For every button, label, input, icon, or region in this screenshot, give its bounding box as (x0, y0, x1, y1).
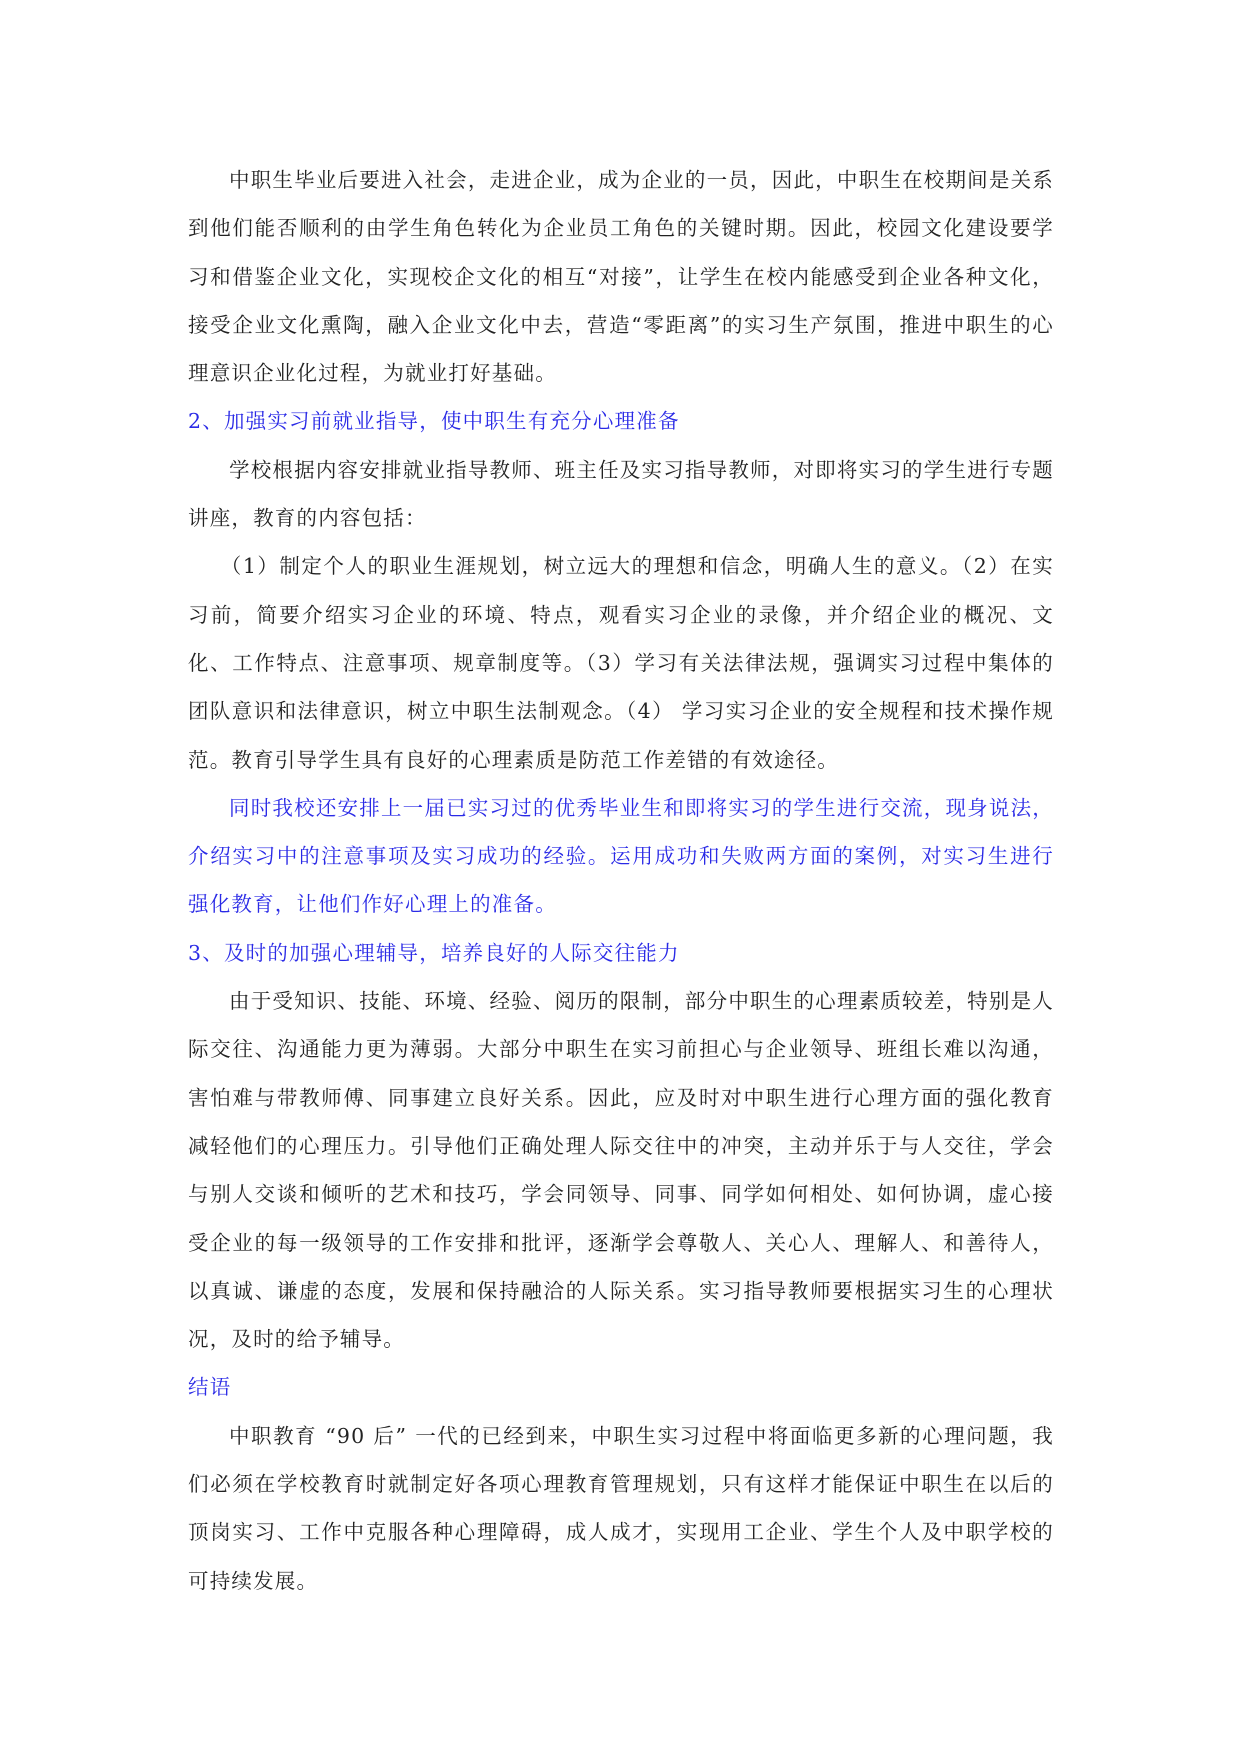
paragraph-lecture-arrangement: 学校根据内容安排就业指导教师、班主任及实习指导教师，对即将实习的学生进行专题讲座，教育的内容包括： (188, 457, 1054, 531)
paragraph-conclusion: 中职教育 “90 后” 一代的已经到来，中职生实习过程中将面临更多新的心理问题，我们必须在学校教育时就制定好各项心理教育管理规划，只有这样才能保证中职生在以后的顶岗实习、工作中克服各种心理障碍，成人成才，实现用工企业、学生个人及中职学校的可持续发展。 (188, 1423, 1054, 1593)
section-heading-employment-guidance: 2、加强实习前就业指导，使中职生有充分心理准备 (188, 409, 680, 434)
section-heading-psychological-counseling: 3、及时的加强心理辅导，培养良好的人际交往能力 (188, 940, 680, 965)
paragraph-education-items: （1）制定个人的职业生涯规划，树立远大的理想和信念，明确人生的意义。（2）在实习前，简要介绍实习企业的环境、特点，观看实习企业的录像，并介绍企业的概况、文化、工作特点、注意事项、规章制度等。（3）学习有关法律法规，强调实习过程中集体的团队意识和法律意识，树立中职生法制观念。（4） 学习实习企业的安全规程和技术操作规范。教育引导学生具有良好的心理素质是防范工作差错的有效途径。 (188, 554, 1054, 772)
paragraph-interpersonal-skills: 由于受知识、技能、环境、经验、阅历的限制，部分中职生的心理素质较差，特别是人际交往、沟通能力更为薄弱。大部分中职生在实习前担心与企业领导、班组长难以沟通，害怕难与带教师傅、同事建立良好关系。因此，应及时对中职生进行心理方面的强化教育减轻他们的心理压力。引导他们正确处理人际交往中的冲突，主动并乐于与人交往，学会与别人交谈和倾听的艺术和技巧，学会同领导、同事、同学如何相处、如何协调，虚心接受企业的每一级领导的工作安排和批评，逐渐学会尊敬人、关心人、理解人、和善待人，以真诚、谦虚的态度，发展和保持融洽的人际关系。实习指导教师要根据实习生的心理状况，及时的给予辅导。 (188, 989, 1054, 1352)
paragraph-graduate-exchange: 同时我校还安排上一届已实习过的优秀毕业生和即将实习的学生进行交流，现身说法，介绍实习中的注意事项及实习成功的经验。运用成功和失败两方面的案例，对实习生进行强化教育，让他们作好心理上的准备。 (188, 795, 1054, 917)
section-heading-conclusion: 结语 (188, 1375, 232, 1400)
document-body (188, 156, 1054, 1605)
paragraph-corporate-culture: 中职生毕业后要进入社会，走进企业，成为企业的一员，因此，中职生在校期间是关系到他们能否顺利的由学生角色转化为企业员工角色的关键时期。因此，校园文化建设要学习和借鉴企业文化，实现校企文化的相互“对接”，让学生在校内能感受到企业各种文化，接受企业文化熏陶，融入企业文化中去，营造“零距离”的实习生产氛围，推进中职生的心理意识企业化过程，为就业打好基础。 (188, 168, 1054, 386)
